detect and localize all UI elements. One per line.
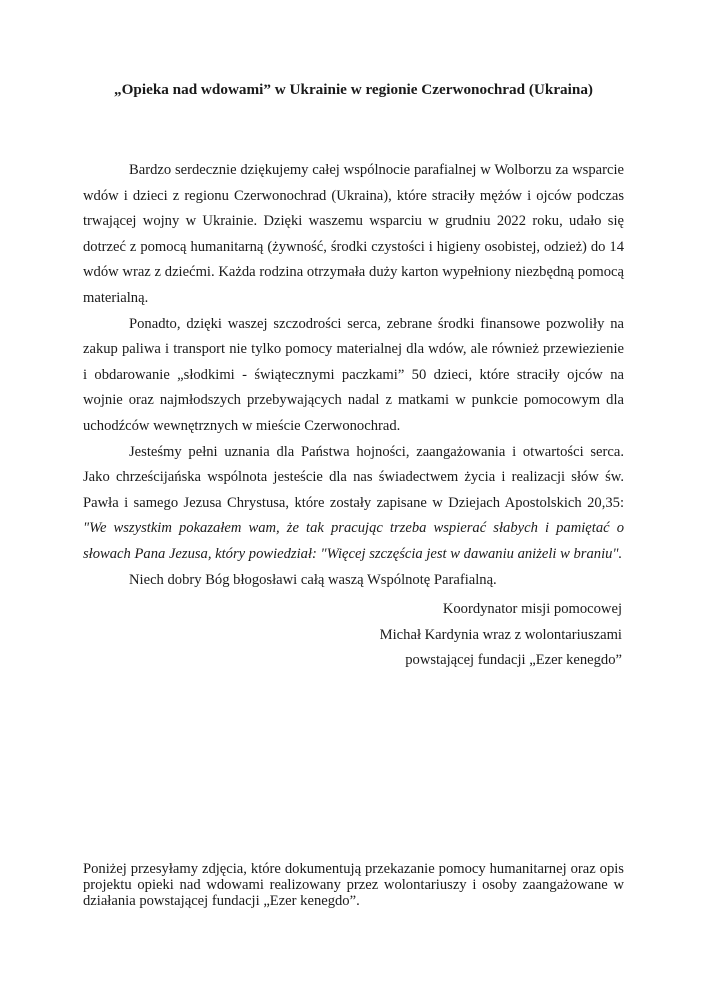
bible-quote: "We wszystkim pokazałem wam, że tak pracując trzeba wspierać słabych i pamiętać o słowach Pana Jezusa, który powiedział: "Więcej szczęścia jest w dawaniu aniżeli w braniu". xyxy=(83,520,624,562)
signature-name: Michał Kardynia wraz z wolontariuszami xyxy=(379,626,622,643)
appreciation-text: Jesteśmy pełni uznania dla Państwa hojności, zaangażowania i otwartości serca. Jako chrześcijańska wspólnota jesteście dla nas świadectwem życia i realizacji słów św. Pawła i samego Jezusa Chrystusa, które zostały zapisane w Dziejach Apostolskich 20,35: xyxy=(83,443,624,511)
signature-role: Koordynator misji pomocowej xyxy=(442,601,622,617)
paragraph-appreciation xyxy=(83,440,624,568)
footer-note xyxy=(83,862,624,909)
paragraph-blessing: Niech dobry Bóg błogosławi całą waszą Wspólnotę Parafialną. xyxy=(129,571,497,588)
footer-paragraph: Poniżej przesyłamy zdjęcia, które dokumentują przekazanie pomocy humanitarnej oraz opis projektu opieki nad wdowami realizowany przez wolontariuszy i osoby zaangażowane w działania powstającej fundacji „Ezer kenegdo”. xyxy=(83,861,624,909)
signature-block xyxy=(380,597,622,674)
signature-organization: powstającej fundacji „Ezer kenegdo” xyxy=(405,652,622,669)
paragraph-additional-help: Ponadto, dzięki waszej szczodrości serca, zebrane środki finansowe pozwoliły na zakup paliwa i transport nie tylko pomocy materialnej dla wdów, ale również przewiezienie i obdarowanie „słodkimi - świątecznymi paczkami” 50 dzieci, które straciły ojców na wojnie oraz najmłodszych przebywających nadal z matkami w punkcie pomocowym dla uchodźców wewnętrznych w mieście Czerwonochrad. xyxy=(83,315,624,434)
paragraph-thanks: Bardzo serdecznie dziękujemy całej wspólnocie parafialnej w Wolborzu za wsparcie wdów i dzieci z regionu Czerwonochrad (Ukraina), które straciły mężów i ojców podczas trwającej wojny w Ukrainie. Dzięki waszemu wsparciu w grudniu 2022 roku, udało się dotrzeć z pomocą humanitarną (żywność, środki czystości i higieny osobistej, odzież) do 14 wdów wraz z dziećmi. Każda rodzina otrzymała duży karton wypełniony niezbędną pomocą materialną. xyxy=(83,162,624,306)
document-title: „Opieka nad wdowami” w Ukrainie w regionie Czerwonochrad (Ukraina) xyxy=(114,81,593,98)
letter-body xyxy=(83,158,624,593)
